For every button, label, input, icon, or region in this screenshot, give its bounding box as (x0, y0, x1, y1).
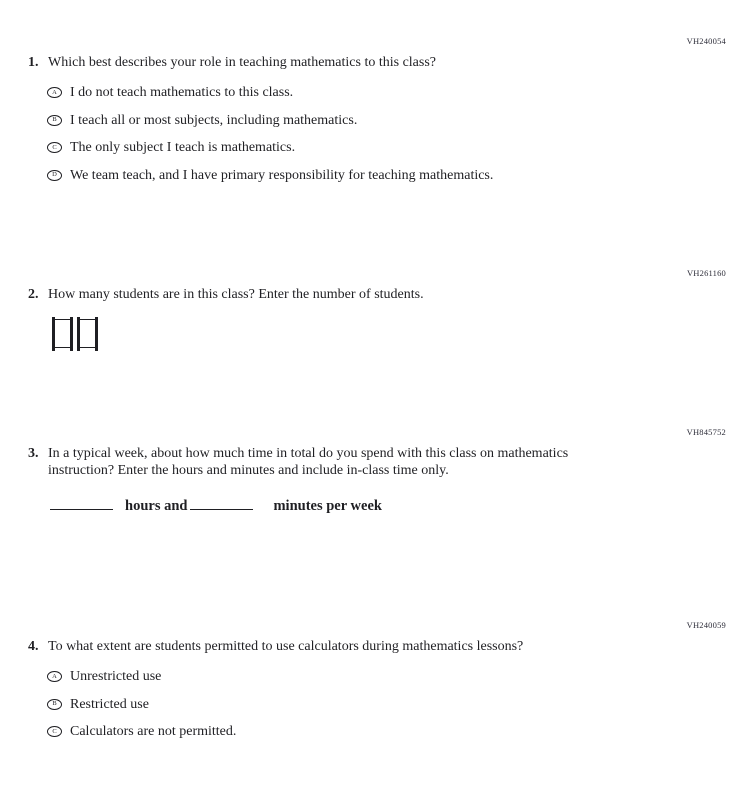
question-1-block (0, 36, 751, 194)
students-count-entry (0, 317, 751, 348)
question-1-row (0, 54, 751, 71)
question-4-row (0, 638, 751, 655)
minutes-blank[interactable] (190, 497, 253, 510)
question-1-options (0, 84, 751, 184)
answer-bubble-icon[interactable]: D (47, 170, 62, 181)
option-label: Restricted use (70, 696, 149, 712)
question-1-number: 1. (28, 55, 39, 70)
question-3-item-code: VH845752 (686, 427, 726, 437)
option-label: Calculators are not permitted. (70, 724, 237, 739)
question-2-text: How many students are in this class? Enter the number of students. (48, 287, 424, 302)
option-label: We team teach, and I have primary responsibility for teaching mathematics. (70, 167, 494, 183)
option-label: I do not teach mathematics to this class. (70, 85, 294, 100)
question-4-number: 4. (28, 639, 39, 654)
time-entry-row (0, 497, 751, 515)
question-4-option-c[interactable] (47, 723, 751, 740)
option-label: The only subject I teach is mathematics. (70, 140, 296, 155)
answer-bubble-icon[interactable]: A (47, 671, 62, 682)
question-4-block (0, 620, 751, 751)
question-2-block (0, 268, 751, 348)
question-3-text: In a typical week, about how much time in total do you spend with this class on mathematics instruction? Enter the hours and minutes and include in-class time only. (48, 446, 569, 478)
minutes-label: minutes per week (273, 498, 382, 514)
hours-blank[interactable] (50, 497, 113, 510)
question-2-row (0, 286, 751, 303)
question-3-number: 3. (28, 446, 39, 461)
question-1-option-a[interactable] (47, 84, 751, 101)
students-digit-box-1[interactable] (52, 319, 73, 348)
question-2-number: 2. (28, 287, 39, 302)
option-label: I teach all or most subjects, including mathematics. (70, 112, 358, 128)
question-3-row (0, 445, 751, 479)
question-1-item-code: VH240054 (686, 36, 726, 46)
students-digit-box-2[interactable] (77, 319, 98, 348)
answer-bubble-icon[interactable]: B (47, 699, 62, 710)
question-2-item-code: VH261160 (686, 268, 726, 278)
question-1-text: Which best describes your role in teaching mathematics to this class? (48, 55, 436, 70)
hours-label: hours and (125, 498, 188, 514)
question-1-option-d[interactable] (47, 167, 751, 184)
answer-bubble-icon[interactable]: A (47, 87, 62, 98)
question-1-option-b[interactable] (47, 112, 751, 129)
question-4-item-code: VH240059 (686, 620, 726, 630)
question-1-option-c[interactable] (47, 139, 751, 156)
answer-bubble-icon[interactable]: C (47, 726, 62, 737)
question-4-option-a[interactable] (47, 668, 751, 685)
question-3-block (0, 427, 751, 515)
answer-bubble-icon[interactable]: C (47, 142, 62, 153)
answer-bubble-icon[interactable]: B (47, 115, 62, 126)
option-label: Unrestricted use (70, 669, 162, 684)
question-4-options (0, 668, 751, 740)
question-4-text: To what extent are students permitted to use calculators during mathematics lessons? (48, 639, 524, 654)
question-4-option-b[interactable] (47, 696, 751, 713)
